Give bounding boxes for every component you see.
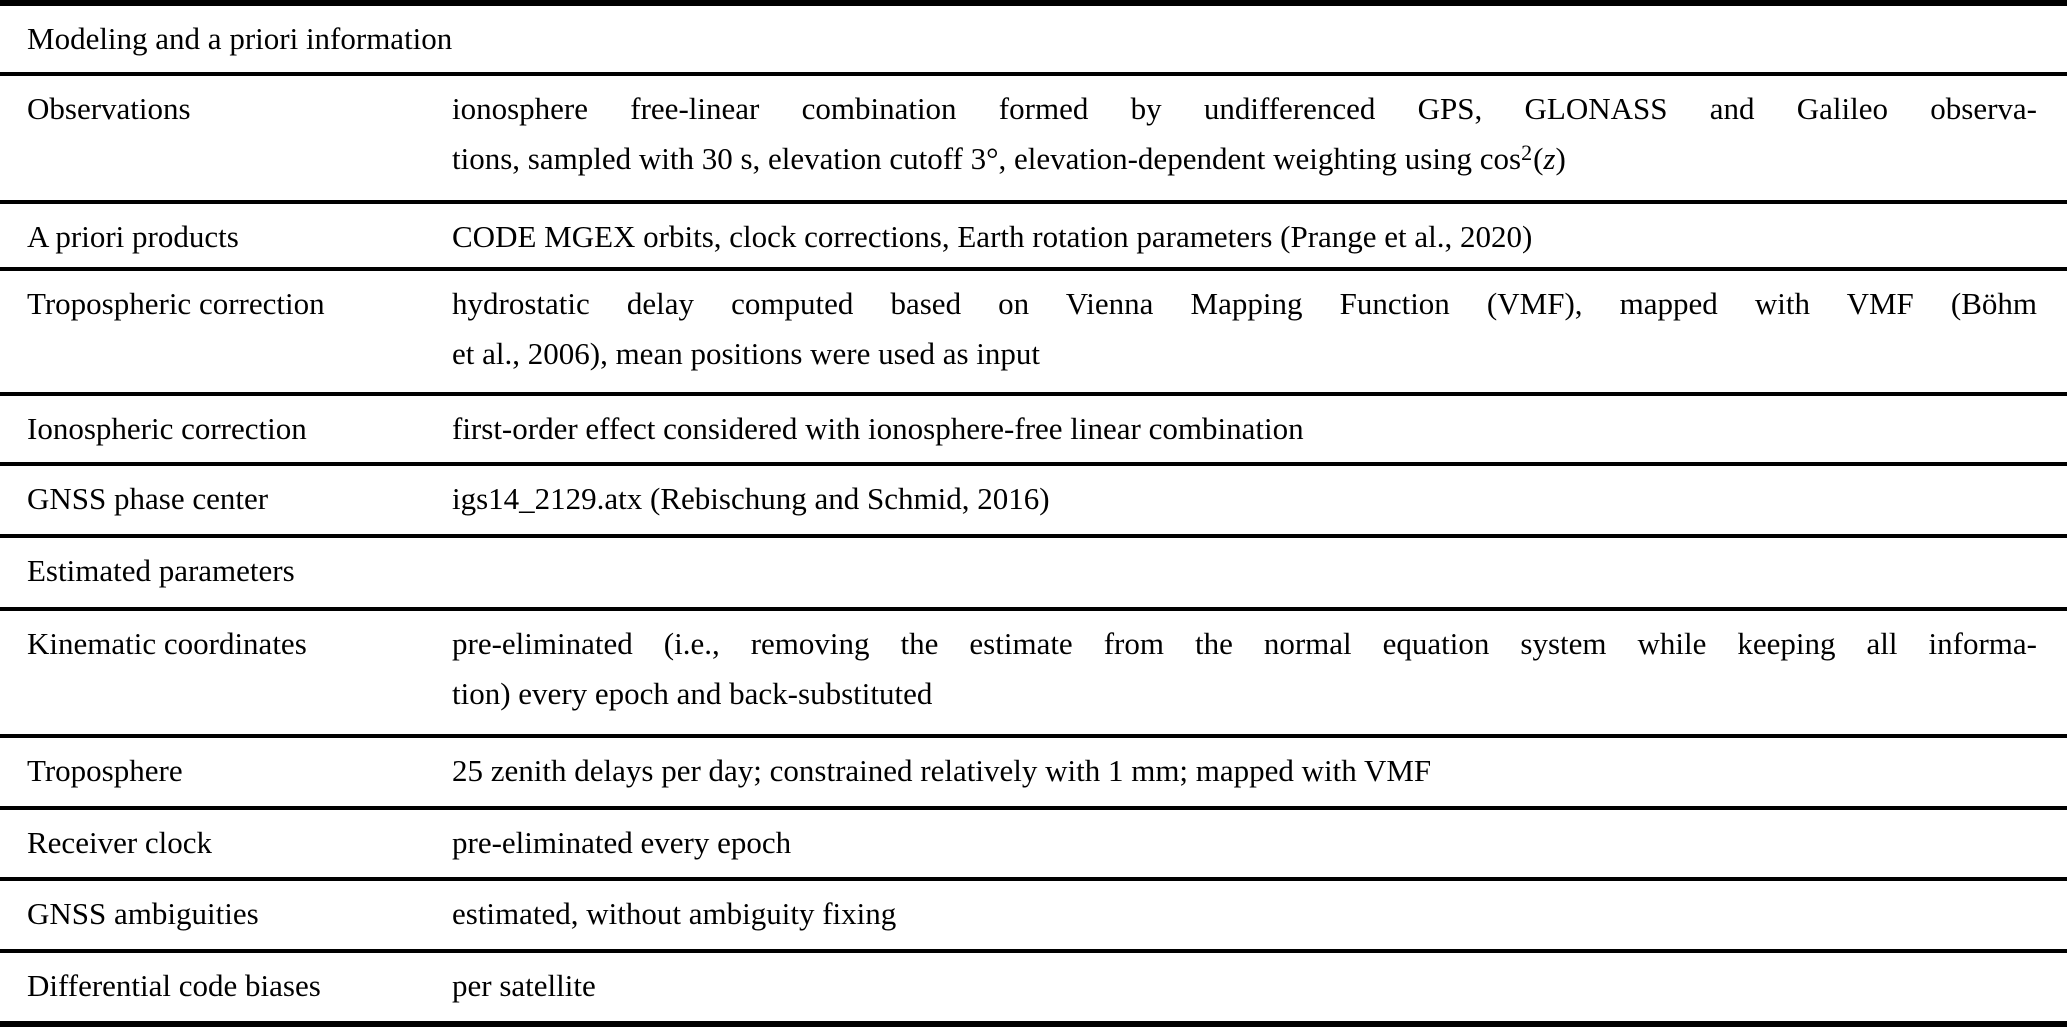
row-value-line: et al., 2006), mean positions were used as input xyxy=(452,336,1041,371)
row-value-line: tion) every epoch and back-substituted xyxy=(452,676,933,711)
row-value-line: tions, sampled with 30 s, elevation cutoff 3°, elevation-dependent weighting using $\cos^2(z)$ xyxy=(452,139,1566,176)
row-value-line: per satellite xyxy=(452,968,596,1003)
table-row xyxy=(0,611,2067,738)
table-row xyxy=(0,953,2067,1021)
row-label: GNSS ambiguities xyxy=(27,896,259,931)
row-value xyxy=(452,953,2067,1021)
row-value-line: first-order effect considered with ionosphere-free linear combination xyxy=(452,411,1304,446)
table-row xyxy=(0,204,2067,271)
row-value-line: 25 zenith delays per day; constrained relatively with 1 mm; mapped with VMF xyxy=(452,753,1432,788)
section-row xyxy=(0,6,2067,76)
table-row xyxy=(0,76,2067,204)
row-label: Kinematic coordinates xyxy=(27,626,307,661)
row-label: A priori products xyxy=(27,219,239,254)
row-label: Differential code biases xyxy=(27,968,321,1003)
row-value-line: hydrostatic delay computed based on Vienna Mapping Function (VMF), mapped with VMF (Böhm xyxy=(452,286,2037,321)
row-label: Tropospheric correction xyxy=(27,286,325,321)
table-row xyxy=(0,738,2067,810)
row-label: Observations xyxy=(27,91,191,126)
table-row xyxy=(0,881,2067,953)
table-row xyxy=(0,466,2067,538)
row-value xyxy=(452,466,2067,534)
row-label: Troposphere xyxy=(27,753,183,788)
row-value xyxy=(452,204,2067,267)
row-value-line: estimated, without ambiguity fixing xyxy=(452,896,897,931)
table-row xyxy=(0,396,2067,466)
row-label: Ionospheric correction xyxy=(27,411,307,446)
row-label: GNSS phase center xyxy=(27,481,269,516)
row-value xyxy=(452,810,2067,877)
row-value xyxy=(452,881,2067,949)
row-label: Receiver clock xyxy=(27,825,213,860)
row-value-line: pre-eliminated every epoch xyxy=(452,825,792,860)
row-value-line: igs14_2129.atx (Rebischung and Schmid, 2016) xyxy=(452,481,1050,516)
row-value xyxy=(452,76,2067,200)
section-row xyxy=(0,538,2067,611)
section-header-label: Estimated parameters xyxy=(27,553,295,588)
row-value-line: pre-eliminated (i.e., removing the estimate from the normal equation system while keeping all informa- xyxy=(452,626,2037,661)
row-value xyxy=(452,738,2067,806)
table-row xyxy=(0,271,2067,396)
section-header-label: Modeling and a priori information xyxy=(27,21,453,56)
row-value-line: ionosphere free-linear combination formed by undifferenced GPS, GLONASS and Galileo observa- xyxy=(452,91,2037,126)
table-row xyxy=(0,810,2067,881)
row-value xyxy=(452,271,2067,392)
row-value-line: CODE MGEX orbits, clock corrections, Earth rotation parameters (Prange et al., 2020) xyxy=(452,219,1533,254)
row-value xyxy=(452,611,2067,734)
row-value xyxy=(452,396,2067,462)
